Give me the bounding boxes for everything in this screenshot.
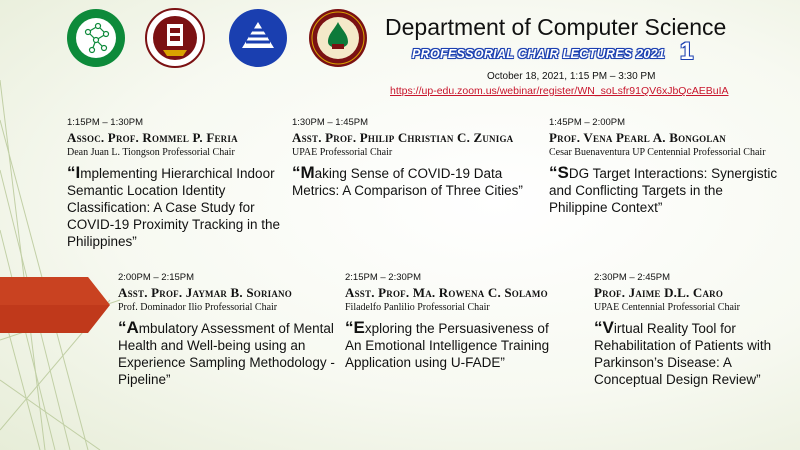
lecture-speaker: Asst. Prof. Ma. Rowena C. Solamo xyxy=(345,285,548,300)
red-arrow-shape xyxy=(0,277,110,333)
lecture-block xyxy=(67,117,285,250)
lecture-series-number: 1 xyxy=(680,38,694,65)
lecture-chair: Dean Juan L. Tiongson Professorial Chair xyxy=(67,147,235,158)
lecture-block xyxy=(549,117,779,216)
lecture-title: “Implementing Hierarchical Indoor Semantic Location Identity Classification: A Case Study for COVID-19 Proximity Tracking in the Philippines” xyxy=(67,163,281,249)
lecture-title: “Virtual Reality Tool for Rehabilitation of Patients with Parkinson’s Disease: A Conceptual Design Review” xyxy=(594,318,772,387)
lecture-block xyxy=(292,117,532,199)
lecture-block xyxy=(118,272,340,388)
lecture-block xyxy=(594,272,794,388)
college-seal-logo xyxy=(145,8,205,68)
lecture-speaker: Prof. Jaime D.L. Caro xyxy=(594,285,724,300)
lecture-speaker: Prof. Vena Pearl A. Bongolan xyxy=(549,130,726,145)
lecture-block xyxy=(345,272,567,371)
lecture-title: “Ambulatory Assessment of Mental Health and Well-being using an Experience Sampling Methodology - Pipeline” xyxy=(118,318,335,387)
event-date: October 18, 2021, 1:15 PM – 3:30 PM xyxy=(487,71,656,82)
lecture-chair: Cesar Buenaventura UP Centennial Professorial Chair xyxy=(549,147,766,158)
lecture-chair: Filadelfo Panlilio Professorial Chair xyxy=(345,302,490,313)
lecture-chair: Prof. Dominador Ilio Professorial Chair xyxy=(118,302,278,313)
lecture-time: 2:30PM – 2:45PM xyxy=(594,272,671,283)
lecture-speaker: Asst. Prof. Philip Christian C. Zuniga xyxy=(292,130,514,145)
engineering-logo xyxy=(228,8,288,68)
lecture-time: 2:00PM – 2:15PM xyxy=(118,272,195,283)
lecture-time: 2:15PM – 2:30PM xyxy=(345,272,422,283)
registration-link[interactable]: https://up-edu.zoom.us/webinar/register/WN_soLsfr91QV6xJbQcAEBuIA xyxy=(390,85,729,97)
lecture-chair: UPAE Professorial Chair xyxy=(292,147,393,158)
lecture-title: “SDG Target Interactions: Synergistic and Conflicting Targets in the Philippine Context” xyxy=(549,163,778,215)
dcs-seal-logo xyxy=(66,8,126,68)
lecture-title: “Making Sense of COVID-19 Data Metrics: A Comparison of Three Cities” xyxy=(292,163,523,198)
page-title: Department of Computer Science xyxy=(385,14,727,40)
lecture-time: 1:30PM – 1:45PM xyxy=(292,117,369,128)
lecture-time: 1:15PM – 1:30PM xyxy=(67,117,144,128)
lecture-speaker: Assoc. Prof. Rommel P. Feria xyxy=(67,130,238,145)
lecture-speaker: Asst. Prof. Jaymar B. Soriano xyxy=(118,285,292,300)
lecture-time: 1:45PM – 2:00PM xyxy=(549,117,626,128)
up-seal-logo xyxy=(308,8,368,68)
lecture-series-subtitle: PROFESSORIAL CHAIR LECTURES 2021 xyxy=(412,47,666,61)
lecture-chair: UPAE Centennial Professorial Chair xyxy=(594,302,741,313)
lecture-title: “Exploring the Persuasiveness of An Emotional Intelligence Training Application using U-FADE” xyxy=(345,318,550,370)
